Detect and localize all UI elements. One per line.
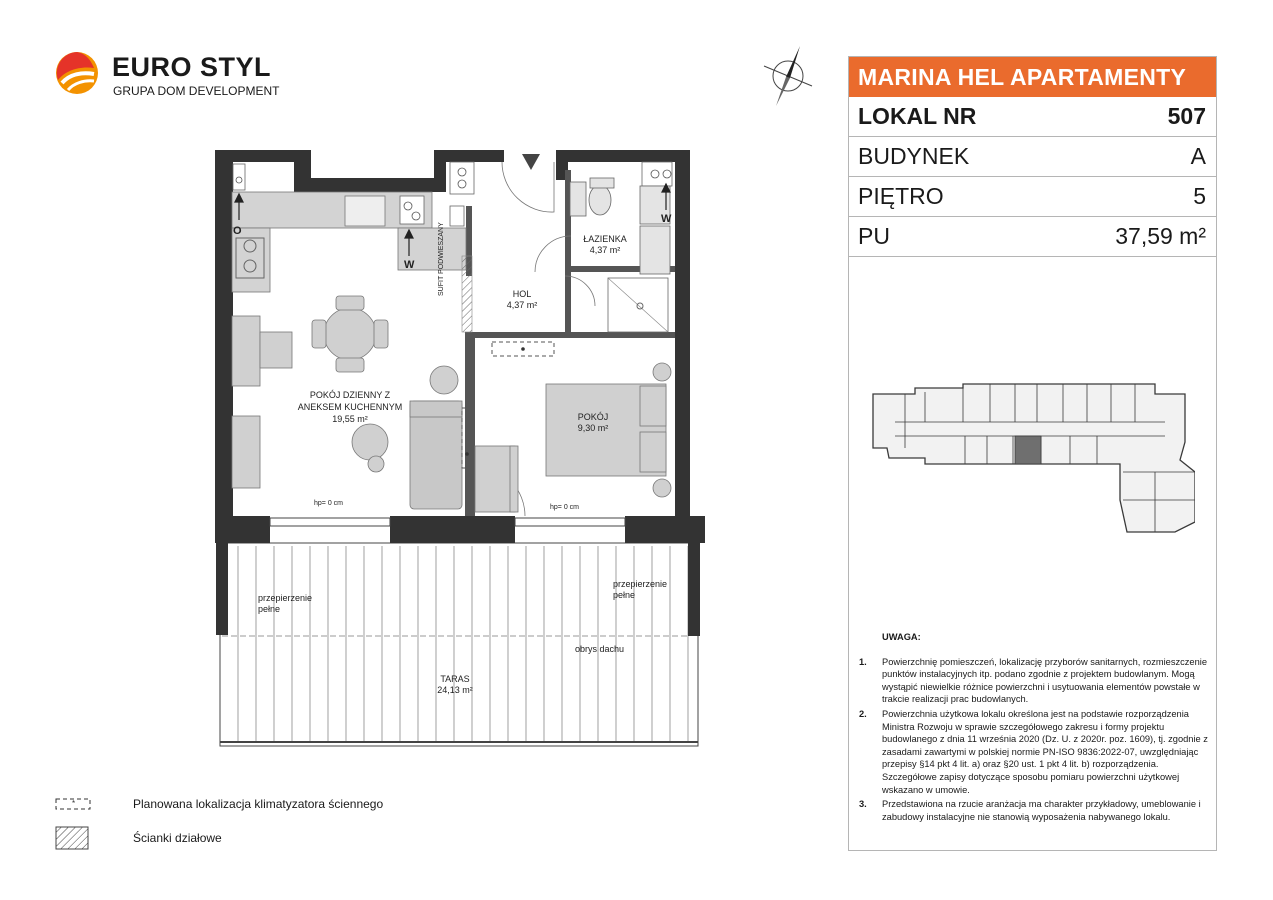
logo-subtitle: GRUPA DOM DEVELOPMENT bbox=[113, 84, 280, 98]
info-label: LOKAL NR bbox=[858, 103, 977, 129]
north-arrow-icon bbox=[760, 44, 816, 108]
svg-text:*: * bbox=[72, 799, 76, 808]
room-terrace-area: 24,13 m² bbox=[437, 685, 473, 695]
highlighted-unit bbox=[1015, 436, 1041, 464]
info-row-pietro bbox=[849, 177, 1216, 217]
logo bbox=[54, 50, 294, 102]
room-hall-name: HOL bbox=[512, 289, 532, 299]
label-sufit: SUFIT PODWIESZANY bbox=[438, 222, 445, 296]
legend-text: Ścianki działowe bbox=[133, 831, 222, 845]
room-terrace-name: TARAS bbox=[440, 674, 470, 684]
info-value: 37,59 m² bbox=[1115, 223, 1206, 249]
label-partition-left-1: przepierzenie bbox=[258, 593, 313, 603]
label-o: O bbox=[233, 225, 242, 237]
floor-plan bbox=[210, 146, 710, 756]
note-number: 3. bbox=[859, 799, 867, 810]
notes bbox=[859, 631, 1209, 825]
note-item bbox=[859, 708, 1209, 796]
label-partition-right-2: pełne bbox=[613, 590, 636, 600]
note-item bbox=[859, 656, 1209, 706]
building-key-plan bbox=[865, 382, 1195, 542]
note-number: 1. bbox=[859, 656, 867, 667]
info-label: PU bbox=[858, 223, 890, 249]
info-label: PIĘTRO bbox=[858, 183, 944, 209]
info-row-pu bbox=[849, 217, 1216, 257]
room-hall-area: 4,37 m² bbox=[506, 300, 538, 310]
room-bedroom-name: POKÓJ bbox=[577, 412, 609, 422]
legend-ac bbox=[55, 797, 383, 811]
room-living-name1: POKÓJ DZIENNY Z bbox=[309, 390, 391, 400]
label-partition-right-1: przepierzenie bbox=[613, 579, 668, 589]
legend-partitions bbox=[55, 826, 222, 850]
logo-name: EURO STYL bbox=[112, 52, 272, 82]
hatched-square-icon bbox=[55, 826, 91, 850]
label-w-kitchen: W bbox=[404, 259, 415, 271]
room-bath-name: ŁAZIENKA bbox=[583, 234, 627, 244]
label-roof-outline: obrys dachu bbox=[575, 644, 625, 654]
room-bath-area: 4,37 m² bbox=[589, 245, 621, 255]
info-value: 5 bbox=[1193, 183, 1206, 209]
euro-styl-logo-icon bbox=[54, 50, 100, 96]
note-text: Przedstawiona na rzucie aranżacja ma charakter przykładowy, umeblowanie i zabudowy instalacyjne nie stanowią wyposażenia nabywanego lokalu. bbox=[882, 799, 1201, 822]
note-text: Powierzchnia użytkowa lokalu określona jest na podstawie rozporządzenia Ministra Rozwoju w sprawie szczegółowego zakresu i formy projektu budowlanego z dnia 11 września 2020 (Dz. U. z 2020r. poz. 1609), tj. zgodnie z zasadami zawartymi w polskiej normie PN-ISO 9836:2022-07, uwzględniając przepisy §14 pkt 4 lit. a) oraz §20 ust. 1 pkt 4 lit. b) rozporządzenia. Szczegółowe zapisy dotyczące sposobu pomiaru powierzchni użytkowej wskazano w umowie. bbox=[882, 708, 1208, 795]
notes-title: UWAGA: bbox=[882, 632, 921, 642]
project-title: MARINA HEL APARTAMENTY bbox=[849, 57, 1216, 97]
info-row-lokal bbox=[849, 97, 1216, 137]
info-row-budynek bbox=[849, 137, 1216, 177]
info-label: BUDYNEK bbox=[858, 143, 970, 169]
info-value: 507 bbox=[1167, 103, 1206, 129]
label-w-bath: W bbox=[661, 213, 672, 225]
terrace-area bbox=[216, 516, 700, 746]
room-living-area: 19,55 m² bbox=[332, 414, 368, 424]
info-panel bbox=[848, 56, 1217, 851]
legend-text: Planowana lokalizacja klimatyzatora ściennego bbox=[133, 797, 384, 811]
label-hp-right: hp= 0 cm bbox=[550, 504, 579, 511]
note-number: 2. bbox=[859, 708, 867, 719]
label-hp-left: hp= 0 cm bbox=[314, 500, 343, 507]
note-item bbox=[859, 798, 1209, 823]
note-text: Powierzchnię pomieszczeń, lokalizację przyborów sanitarnych, rozmieszczenie punktów instalacyjnych itp. podano zgodnie z projektem budowlanym. Mogą wystąpić niewielkie różnice powierzchni i usytuowania elementów powstałe w trakcie realizacji prac budowlanych. bbox=[882, 656, 1208, 705]
info-value: A bbox=[1190, 143, 1206, 169]
label-partition-left-2: pełne bbox=[258, 604, 281, 614]
room-living-name2: ANEKSEM KUCHENNYM bbox=[297, 402, 403, 412]
room-bedroom-area: 9,30 m² bbox=[577, 423, 609, 433]
dashed-rect-icon bbox=[55, 797, 91, 811]
